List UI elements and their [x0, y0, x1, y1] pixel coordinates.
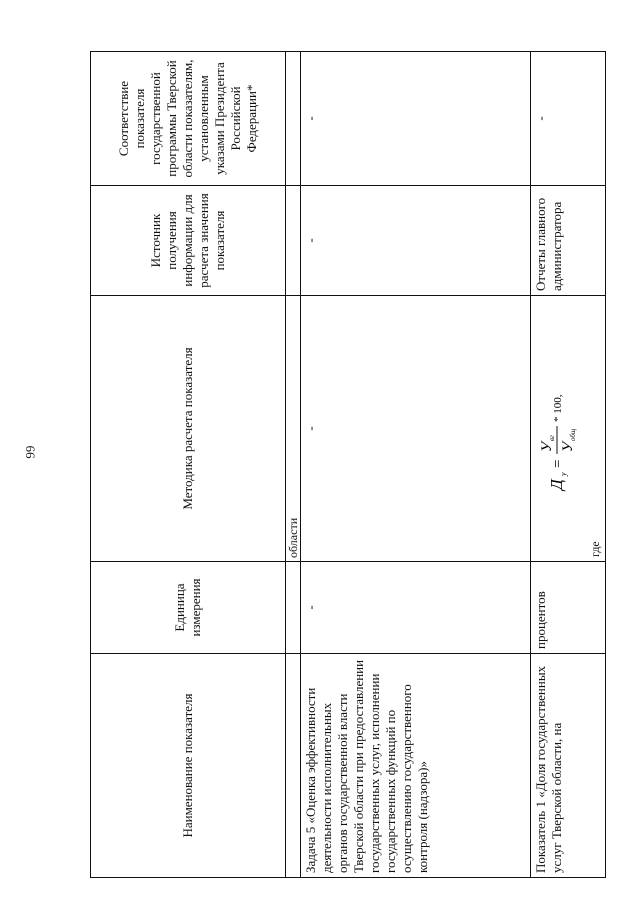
formula [535, 359, 577, 499]
formula-lhs: Д [547, 479, 566, 491]
indicator-table [90, 51, 606, 878]
task-source: - [301, 186, 531, 296]
task-unit: - [301, 562, 531, 654]
indicator-table-rotated [90, 52, 602, 878]
indicator-name: Показатель 1 «Доля государственных услуг Тверской области, на [531, 654, 606, 878]
task-name: Задача 5 «Оценка эффективности деятельности исполнительных органов государственной власти Тверской области при предоставлении государственных услуг, исполнении государственных функций по осуществлению государственного контроля (надзора)» [301, 654, 531, 878]
header-unit: Единица измерения [91, 562, 286, 654]
indicator-compliance: - [531, 52, 606, 186]
header-compliance: Соответствие показателя государственной программы Тверской области показателям, установленным указами Президента Российской Федерации* [91, 52, 286, 186]
header-source: Источник получения информации для расчета значения показателя [91, 186, 286, 296]
continuation-row [286, 52, 301, 878]
header-row [91, 52, 286, 878]
header-method: Методика расчета показателя [91, 296, 286, 562]
header-indicator-name: Наименование показателя [91, 654, 286, 878]
task-method: - [301, 296, 531, 562]
indicator-source: Отчеты главного администратора [531, 186, 606, 296]
formula-den-sub: общ [569, 429, 577, 442]
page-number: 66 [23, 445, 38, 459]
formula-lhs-sub: y [559, 472, 568, 477]
indicator-formula-cell [531, 296, 606, 562]
svg-text:=: = [550, 460, 566, 469]
task-compliance: - [301, 52, 531, 186]
formula-num-sub: вг [548, 435, 556, 442]
formula-tail: * 100, [552, 395, 564, 423]
task-row [301, 52, 531, 878]
continuation-text: области [286, 296, 301, 562]
where-label: где [588, 541, 602, 557]
formula-den: У [560, 442, 576, 453]
indicator-unit: процентов [531, 562, 606, 654]
formula-num: У [539, 442, 555, 453]
indicator-row [531, 52, 606, 878]
